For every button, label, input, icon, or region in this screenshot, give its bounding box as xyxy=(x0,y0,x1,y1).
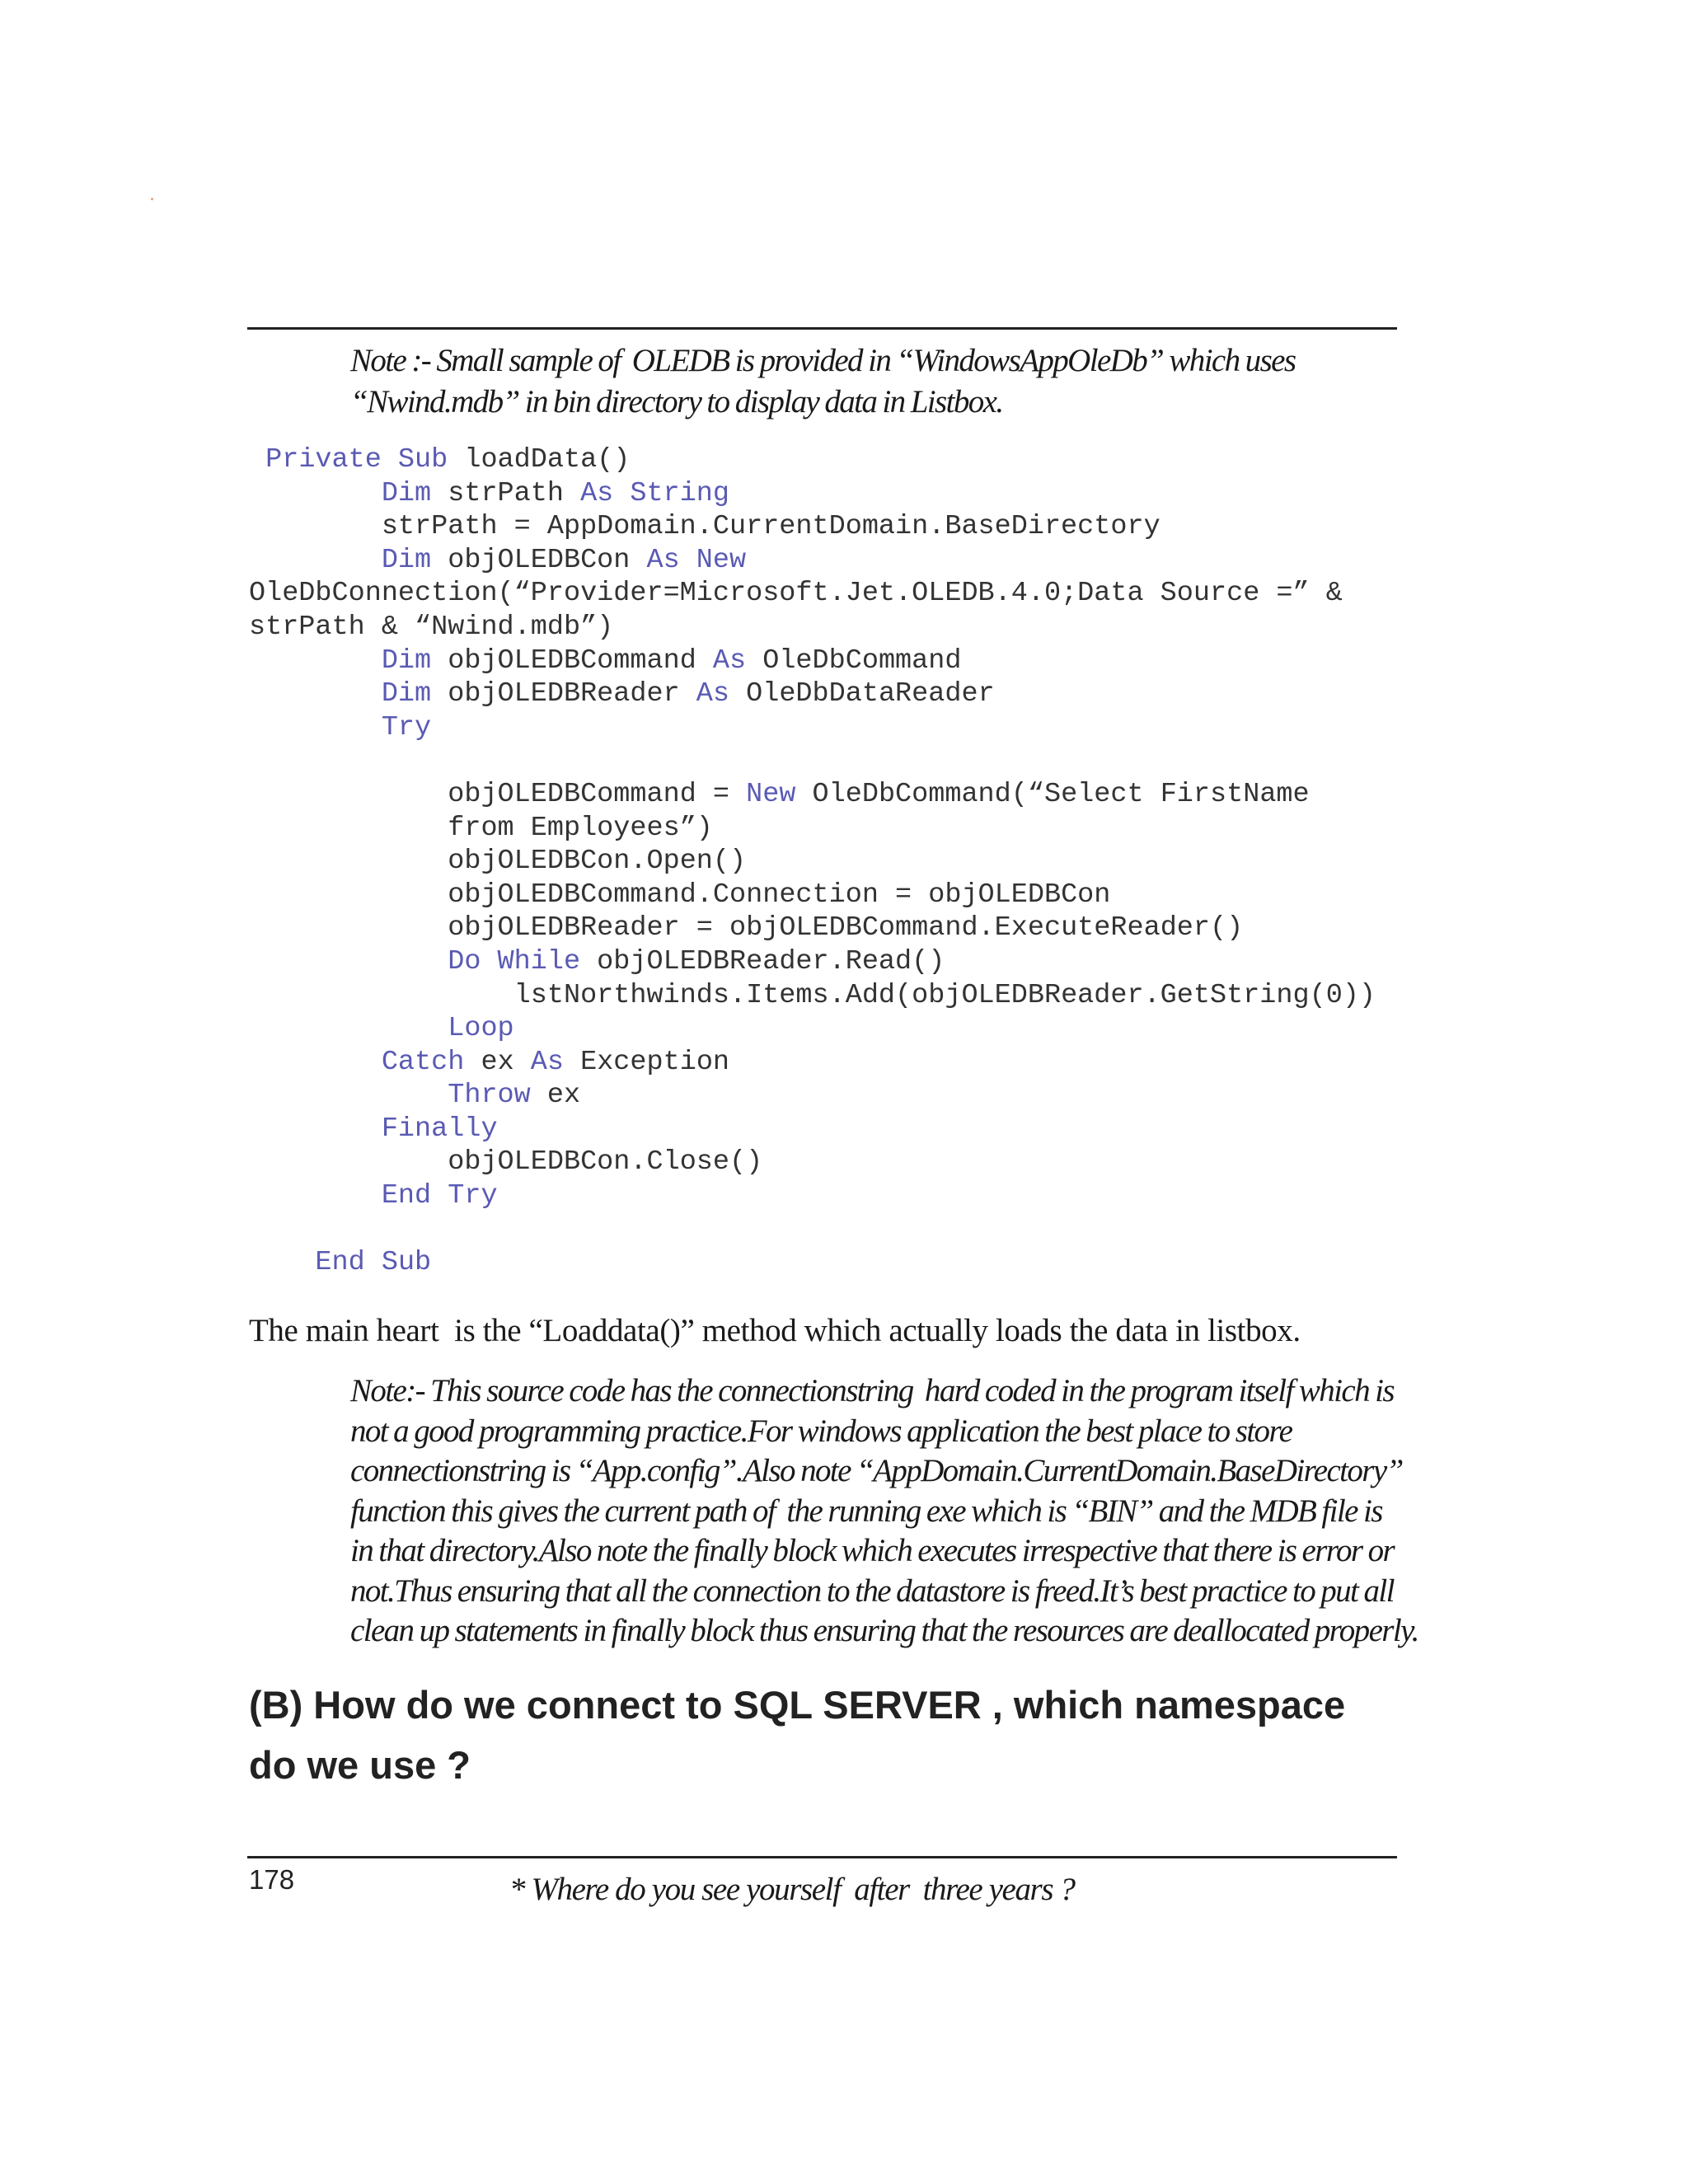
note-line: not.Thus ensuring that all the connection to the datastore is freed.It’s best practice to put all xyxy=(350,1572,1394,1609)
code-listing xyxy=(249,443,1376,1280)
code-line xyxy=(249,778,1376,812)
code-keyword: Dim xyxy=(381,477,432,509)
note-line: “Nwind.mdb” in bin directory to display data in Listbox. xyxy=(350,384,1003,419)
code-line xyxy=(249,477,1376,511)
code-keyword: Throw xyxy=(448,1080,531,1112)
code-line xyxy=(249,879,1376,912)
code-token: OleDbCommand xyxy=(746,644,962,677)
code-line xyxy=(249,1246,1376,1280)
code-keyword: New xyxy=(746,778,796,810)
code-token: objOLEDBCon xyxy=(431,544,647,576)
code-token: OleDbDataReader xyxy=(729,678,995,710)
code-token: objOLEDBReader xyxy=(431,678,696,710)
connectionstring-note xyxy=(350,1371,1418,1652)
code-token: from Employees”) xyxy=(448,812,713,844)
code-token: objOLEDBCommand.Connection = objOLEDBCon xyxy=(448,879,1111,911)
code-keyword: Loop xyxy=(448,1013,514,1045)
code-token: strPath & “Nwind.mdb”) xyxy=(249,611,614,643)
code-token: objOLEDBCommand = xyxy=(448,778,747,810)
code-keyword: Catch xyxy=(381,1046,465,1078)
code-line xyxy=(249,845,1376,879)
code-keyword: End Try xyxy=(381,1180,498,1212)
code-line xyxy=(249,510,1376,544)
code-keyword: Dim xyxy=(381,678,432,710)
code-line xyxy=(249,1113,1376,1146)
code-token: lstNorthwinds.Items.Add(objOLEDBReader.GetString(0)) xyxy=(513,979,1376,1011)
header-rule xyxy=(247,327,1397,330)
section-heading xyxy=(249,1675,1419,1795)
code-line xyxy=(249,1179,1376,1213)
note-line: function this gives the current path of the running exe which is “BIN” and the MDB file is xyxy=(350,1493,1382,1529)
code-line xyxy=(249,1213,1376,1247)
code-line xyxy=(249,677,1376,711)
code-token: objOLEDBCon.Open() xyxy=(448,846,747,878)
note-line: connectionstring is “App.config”.Also note “AppDomain.CurrentDomain.BaseDirectory” xyxy=(350,1453,1403,1488)
note-line: Note:- This source code has the connectionstring hard coded in the program itself which is xyxy=(350,1373,1394,1408)
body-paragraph: The main heart is the “Loaddata()” method which actually loads the data in listbox. xyxy=(249,1313,1301,1348)
code-line xyxy=(249,979,1376,1013)
note-line: in that directory.Also note the finally block which executes irrespective that there is error or xyxy=(350,1533,1395,1568)
code-token: objOLEDBReader = objOLEDBCommand.ExecuteReader() xyxy=(448,912,1244,944)
code-token: ex xyxy=(464,1046,531,1078)
code-token: strPath xyxy=(431,477,581,509)
note-line: clean up statements in finally block thus ensuring that the resources are deallocated properly. xyxy=(350,1613,1418,1648)
footer-rule xyxy=(247,1856,1397,1858)
code-line xyxy=(249,644,1376,678)
code-line xyxy=(249,912,1376,945)
code-keyword: Dim xyxy=(381,544,432,576)
heading-line: (B) How do we connect to SQL SERVER , which namespace xyxy=(249,1683,1346,1727)
code-token: ex xyxy=(530,1080,581,1112)
code-keyword: Try xyxy=(381,711,432,743)
code-keyword: Finally xyxy=(381,1113,498,1145)
code-line xyxy=(249,812,1376,846)
code-keyword: End Sub xyxy=(315,1247,432,1279)
oledb-sample-note xyxy=(350,340,1414,423)
code-token: loadData() xyxy=(448,444,631,476)
code-keyword: Do While xyxy=(448,945,581,977)
code-line xyxy=(249,611,1376,644)
code-keyword: As xyxy=(712,644,747,677)
code-token: strPath = AppDomain.CurrentDomain.BaseDirectory xyxy=(381,511,1160,543)
code-line xyxy=(249,711,1376,745)
note-line: not a good programming practice.For windows application the best place to store xyxy=(350,1413,1292,1449)
code-keyword: Private Sub xyxy=(265,444,448,476)
code-line xyxy=(249,443,1376,477)
code-token: OleDbConnection(“Provider=Microsoft.Jet.OLEDB.4.0;Data Source =” & xyxy=(249,578,1343,610)
code-token: OleDbCommand(“Select FirstName xyxy=(795,778,1310,810)
note-line: Note :- Small sample of OLEDB is provided in “WindowsAppOleDb” which uses xyxy=(350,343,1296,378)
code-line xyxy=(249,945,1376,979)
code-keyword: As New xyxy=(646,544,747,576)
code-token: Exception xyxy=(564,1046,730,1078)
heading-line: do we use ? xyxy=(249,1743,471,1787)
code-line xyxy=(249,744,1376,778)
code-line xyxy=(249,577,1376,611)
code-line xyxy=(249,544,1376,578)
code-line xyxy=(249,1046,1376,1080)
code-token: objOLEDBCommand xyxy=(431,644,713,677)
page-number: 178 xyxy=(249,1864,295,1895)
code-keyword: As xyxy=(696,678,730,710)
code-line xyxy=(249,1079,1376,1113)
footer-question: * Where do you see yourself after three years ? xyxy=(509,1872,1075,1907)
code-keyword: Dim xyxy=(381,644,432,677)
page-speck xyxy=(151,198,153,200)
code-token: objOLEDBReader.Read() xyxy=(580,945,945,977)
code-token: objOLEDBCon.Close() xyxy=(448,1146,763,1179)
code-keyword: As String xyxy=(580,477,730,509)
code-keyword: As xyxy=(530,1046,564,1078)
code-line xyxy=(249,1012,1376,1046)
code-line xyxy=(249,1146,1376,1179)
